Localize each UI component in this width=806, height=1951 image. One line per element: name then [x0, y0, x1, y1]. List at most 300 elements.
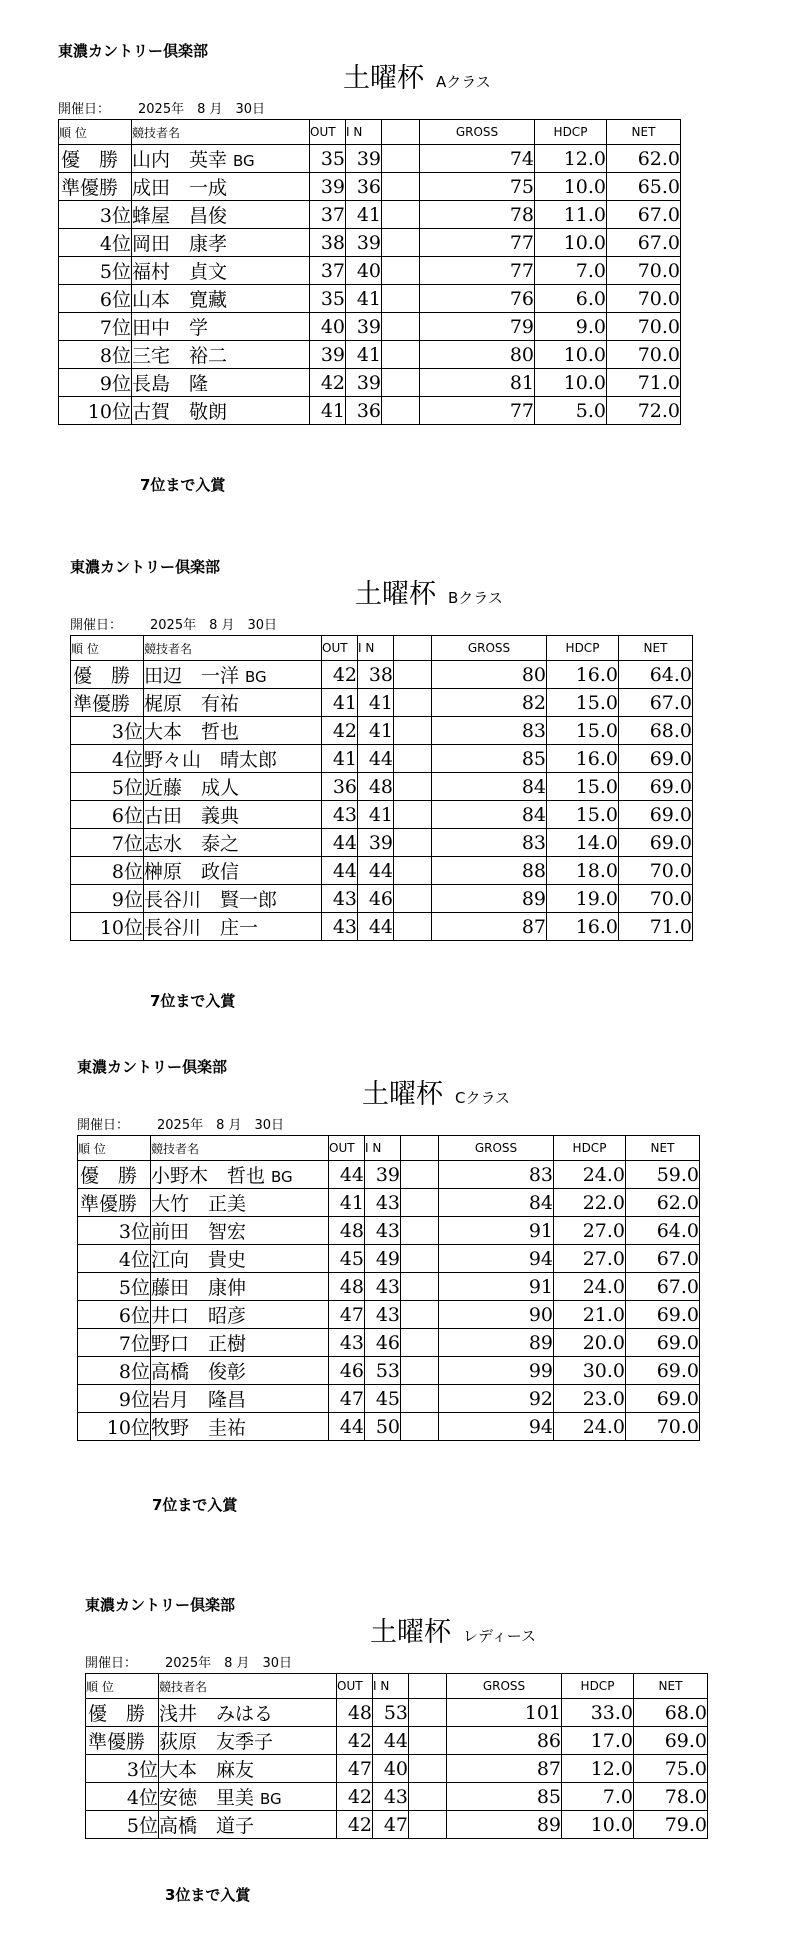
net-cell: 64.0	[619, 661, 693, 689]
header-hdcp: HDCP	[554, 1136, 626, 1161]
net-cell: 75.0	[634, 1755, 708, 1783]
header-gross: GROSS	[432, 636, 547, 661]
out-cell: 40	[310, 313, 346, 341]
player-name: 浅井 みはる	[159, 1703, 274, 1725]
table-row	[78, 1357, 700, 1385]
player-name-cell	[159, 1811, 337, 1839]
player-name-cell	[151, 1161, 329, 1189]
blank-cell	[401, 1357, 439, 1385]
rank-cell: 準優勝	[71, 689, 144, 717]
date-label: 開催日：	[70, 618, 123, 633]
header-row	[86, 1674, 708, 1699]
blank-cell	[394, 885, 432, 913]
header-gross: GROSS	[439, 1136, 554, 1161]
in-cell: 43	[365, 1217, 401, 1245]
net-cell: 69.0	[619, 829, 693, 857]
class-name: Aクラス	[436, 73, 491, 91]
table-row	[86, 1783, 708, 1811]
net-cell: 70.0	[607, 257, 681, 285]
gross-cell: 83	[432, 829, 547, 857]
in-cell: 48	[358, 773, 394, 801]
out-cell: 44	[329, 1161, 365, 1189]
gross-cell: 74	[420, 145, 535, 173]
in-cell: 44	[358, 913, 394, 941]
out-cell: 48	[329, 1273, 365, 1301]
player-name: 山本 寛藏	[132, 289, 228, 311]
event-date	[85, 1652, 292, 1671]
out-cell: 45	[329, 1245, 365, 1273]
gross-cell: 84	[432, 773, 547, 801]
net-cell: 68.0	[619, 717, 693, 745]
player-name-cell	[144, 829, 322, 857]
net-cell: 68.0	[634, 1699, 708, 1727]
gross-cell: 94	[439, 1245, 554, 1273]
gross-cell: 83	[439, 1161, 554, 1189]
net-cell: 70.0	[607, 285, 681, 313]
bg-mark: BG	[271, 1168, 293, 1186]
table-row	[86, 1755, 708, 1783]
date-value: 2025年 8 月 30日	[165, 1656, 293, 1671]
gross-cell: 81	[420, 369, 535, 397]
net-cell: 69.0	[619, 745, 693, 773]
gross-cell: 85	[447, 1783, 562, 1811]
table-row	[86, 1811, 708, 1839]
blank-cell	[394, 717, 432, 745]
club-name: 東濃カントリー倶楽部	[70, 558, 221, 576]
table-row	[78, 1301, 700, 1329]
player-name: 福村 貞文	[132, 261, 228, 283]
out-cell: 41	[322, 745, 358, 773]
net-cell: 62.0	[626, 1189, 700, 1217]
rank-cell: 7位	[71, 829, 144, 857]
player-name: 田中 学	[132, 317, 209, 339]
rank-cell: 4位	[59, 229, 132, 257]
player-name: 田辺 一洋	[144, 665, 240, 687]
player-name: 藤田 康伸	[151, 1277, 247, 1299]
blank-cell	[401, 1245, 439, 1273]
blank-cell	[409, 1755, 447, 1783]
hdcp-cell: 7.0	[562, 1783, 634, 1811]
player-name: 志水 泰之	[144, 833, 240, 855]
net-cell: 78.0	[634, 1783, 708, 1811]
player-name: 野口 正樹	[151, 1333, 247, 1355]
gross-cell: 92	[439, 1385, 554, 1413]
out-cell: 42	[322, 717, 358, 745]
table-row	[59, 313, 681, 341]
player-name: 大本 麻友	[159, 1759, 255, 1781]
out-cell: 43	[329, 1329, 365, 1357]
hdcp-cell: 30.0	[554, 1357, 626, 1385]
out-cell: 46	[329, 1357, 365, 1385]
player-name-cell	[144, 913, 322, 941]
player-name: 蜂屋 昌俊	[132, 205, 228, 227]
class-name: Cクラス	[455, 1089, 511, 1107]
gross-cell: 77	[420, 229, 535, 257]
player-name: 安徳 里美	[159, 1787, 255, 1809]
net-cell: 70.0	[619, 857, 693, 885]
net-cell: 69.0	[619, 801, 693, 829]
rank-cell: 5位	[59, 257, 132, 285]
in-cell: 40	[373, 1755, 409, 1783]
net-cell: 59.0	[626, 1161, 700, 1189]
player-name-cell	[151, 1329, 329, 1357]
in-cell: 41	[346, 201, 382, 229]
hdcp-cell: 21.0	[554, 1301, 626, 1329]
header-rank: 順 位	[78, 1136, 151, 1161]
gross-cell: 80	[432, 661, 547, 689]
player-name: 野々山 晴太郎	[144, 749, 278, 771]
player-name: 高橋 俊彰	[151, 1361, 247, 1383]
player-name-cell	[132, 145, 310, 173]
header-rank: 順 位	[59, 120, 132, 145]
blank-cell	[401, 1413, 439, 1441]
hdcp-cell: 16.0	[547, 745, 619, 773]
player-name-cell	[132, 173, 310, 201]
blank-cell	[394, 857, 432, 885]
table-row	[71, 913, 693, 941]
player-name-cell	[159, 1727, 337, 1755]
in-cell: 43	[365, 1273, 401, 1301]
player-name: 古田 義典	[144, 805, 240, 827]
in-cell: 44	[373, 1727, 409, 1755]
hdcp-cell: 24.0	[554, 1273, 626, 1301]
blank-cell	[409, 1699, 447, 1727]
table-row	[59, 173, 681, 201]
gross-cell: 84	[439, 1189, 554, 1217]
in-cell: 49	[365, 1245, 401, 1273]
hdcp-cell: 15.0	[547, 717, 619, 745]
hdcp-cell: 9.0	[535, 313, 607, 341]
blank-cell	[382, 285, 420, 313]
player-name: 梶原 有祐	[144, 693, 240, 715]
table-row	[71, 689, 693, 717]
table-row	[78, 1161, 700, 1189]
in-cell: 43	[365, 1301, 401, 1329]
gross-cell: 75	[420, 173, 535, 201]
table-row	[71, 857, 693, 885]
player-name-cell	[132, 229, 310, 257]
tournament-title	[355, 572, 503, 611]
rank-cell: 3位	[78, 1217, 151, 1245]
table-row	[71, 773, 693, 801]
blank-cell	[382, 257, 420, 285]
blank-cell	[409, 1727, 447, 1755]
hdcp-cell: 15.0	[547, 689, 619, 717]
rank-cell: 4位	[86, 1783, 159, 1811]
blank-cell	[382, 313, 420, 341]
hdcp-cell: 20.0	[554, 1329, 626, 1357]
header-name: 競技者名	[132, 120, 310, 145]
bg-mark: BG	[245, 668, 267, 686]
in-cell: 50	[365, 1413, 401, 1441]
gross-cell: 82	[432, 689, 547, 717]
net-cell: 64.0	[626, 1217, 700, 1245]
blank-cell	[409, 1811, 447, 1839]
blank-cell	[394, 773, 432, 801]
class-name: Bクラス	[448, 589, 503, 607]
net-cell: 67.0	[607, 229, 681, 257]
date-value: 2025年 8 月 30日	[150, 618, 278, 633]
hdcp-cell: 16.0	[547, 913, 619, 941]
player-name-cell	[151, 1217, 329, 1245]
gross-cell: 76	[420, 285, 535, 313]
gross-cell: 91	[439, 1273, 554, 1301]
table-row	[71, 661, 693, 689]
rank-cell: 優 勝	[78, 1161, 151, 1189]
player-name-cell	[144, 801, 322, 829]
table-row	[78, 1329, 700, 1357]
rank-cell: 8位	[59, 341, 132, 369]
club-name: 東濃カントリー倶楽部	[85, 1596, 236, 1614]
hdcp-cell: 12.0	[562, 1755, 634, 1783]
blank-cell	[394, 801, 432, 829]
rank-cell: 5位	[71, 773, 144, 801]
tournament-name: 土曜杯	[362, 1079, 443, 1110]
hdcp-cell: 27.0	[554, 1217, 626, 1245]
rank-cell: 準優勝	[59, 173, 132, 201]
table-row	[71, 829, 693, 857]
table-row	[78, 1217, 700, 1245]
tournament-title	[370, 1610, 536, 1649]
in-cell: 41	[358, 801, 394, 829]
prize-note: 7位まで入賞	[140, 476, 226, 494]
in-cell: 44	[358, 745, 394, 773]
net-cell: 70.0	[619, 885, 693, 913]
net-cell: 70.0	[626, 1413, 700, 1441]
gross-cell: 77	[420, 257, 535, 285]
blank-cell	[401, 1217, 439, 1245]
in-cell: 39	[346, 369, 382, 397]
rank-cell: 7位	[59, 313, 132, 341]
table-row	[78, 1189, 700, 1217]
tournament-name: 土曜杯	[343, 63, 424, 94]
net-cell: 70.0	[607, 313, 681, 341]
blank-cell	[382, 369, 420, 397]
gross-cell: 83	[432, 717, 547, 745]
out-cell: 47	[329, 1385, 365, 1413]
player-name-cell	[151, 1273, 329, 1301]
table-row	[59, 285, 681, 313]
hdcp-cell: 15.0	[547, 801, 619, 829]
blank-cell	[394, 829, 432, 857]
header-name: 競技者名	[159, 1674, 337, 1699]
out-cell: 42	[310, 369, 346, 397]
hdcp-cell: 16.0	[547, 661, 619, 689]
header-hdcp: HDCP	[547, 636, 619, 661]
player-name-cell	[132, 201, 310, 229]
gross-cell: 85	[432, 745, 547, 773]
table-row	[71, 745, 693, 773]
results-table	[77, 1135, 700, 1441]
header-out: OUT	[329, 1136, 365, 1161]
out-cell: 37	[310, 201, 346, 229]
player-name: 三宅 裕二	[132, 345, 228, 367]
blank-cell	[394, 745, 432, 773]
player-name: 大本 哲也	[144, 721, 240, 743]
header-blank	[394, 636, 432, 661]
table-row	[86, 1727, 708, 1755]
table-row	[59, 145, 681, 173]
gross-cell: 94	[439, 1413, 554, 1441]
player-name: 井口 昭彦	[151, 1305, 247, 1327]
rank-cell: 8位	[78, 1357, 151, 1385]
hdcp-cell: 14.0	[547, 829, 619, 857]
hdcp-cell: 18.0	[547, 857, 619, 885]
date-label: 開催日：	[58, 102, 111, 117]
out-cell: 35	[310, 285, 346, 313]
blank-cell	[382, 173, 420, 201]
hdcp-cell: 15.0	[547, 773, 619, 801]
header-out: OUT	[337, 1674, 373, 1699]
in-cell: 39	[346, 229, 382, 257]
rank-cell: 9位	[59, 369, 132, 397]
bg-mark: BG	[233, 152, 255, 170]
header-gross: GROSS	[420, 120, 535, 145]
results-table	[58, 119, 681, 425]
out-cell: 41	[329, 1189, 365, 1217]
player-name: 長谷川 賢一郎	[144, 889, 278, 911]
rank-cell: 優 勝	[59, 145, 132, 173]
rank-cell: 4位	[71, 745, 144, 773]
tournament-title	[343, 56, 491, 95]
rank-cell: 準優勝	[78, 1189, 151, 1217]
header-hdcp: HDCP	[535, 120, 607, 145]
header-name: 競技者名	[144, 636, 322, 661]
date-label: 開催日：	[85, 1656, 138, 1671]
net-cell: 69.0	[626, 1301, 700, 1329]
table-row	[71, 885, 693, 913]
gross-cell: 87	[432, 913, 547, 941]
in-cell: 36	[346, 397, 382, 425]
rank-cell: 5位	[78, 1273, 151, 1301]
rank-cell: 7位	[78, 1329, 151, 1357]
net-cell: 62.0	[607, 145, 681, 173]
gross-cell: 90	[439, 1301, 554, 1329]
out-cell: 36	[322, 773, 358, 801]
prize-note: 3位まで入賞	[165, 1886, 251, 1904]
table-row	[78, 1385, 700, 1413]
rank-cell: 9位	[78, 1385, 151, 1413]
net-cell: 69.0	[626, 1357, 700, 1385]
header-rank: 順 位	[71, 636, 144, 661]
gross-cell: 91	[439, 1217, 554, 1245]
player-name-cell	[144, 745, 322, 773]
out-cell: 44	[329, 1413, 365, 1441]
hdcp-cell: 24.0	[554, 1413, 626, 1441]
net-cell: 69.0	[619, 773, 693, 801]
out-cell: 48	[329, 1217, 365, 1245]
player-name-cell	[144, 689, 322, 717]
results-table	[85, 1673, 708, 1839]
hdcp-cell: 27.0	[554, 1245, 626, 1273]
player-name: 山内 英幸	[132, 149, 228, 171]
player-name: 高橋 道子	[159, 1815, 255, 1837]
blank-cell	[401, 1385, 439, 1413]
event-date	[58, 98, 265, 117]
gross-cell: 101	[447, 1699, 562, 1727]
header-blank	[409, 1674, 447, 1699]
tournament-title	[362, 1072, 510, 1111]
hdcp-cell: 10.0	[535, 369, 607, 397]
header-row	[78, 1136, 700, 1161]
event-date	[77, 1114, 284, 1133]
out-cell: 38	[310, 229, 346, 257]
header-in: I N	[358, 636, 394, 661]
blank-cell	[401, 1301, 439, 1329]
in-cell: 53	[373, 1699, 409, 1727]
player-name-cell	[151, 1357, 329, 1385]
table-row	[71, 801, 693, 829]
hdcp-cell: 17.0	[562, 1727, 634, 1755]
blank-cell	[401, 1329, 439, 1357]
hdcp-cell: 23.0	[554, 1385, 626, 1413]
rank-cell: 9位	[71, 885, 144, 913]
event-date	[70, 614, 277, 633]
out-cell: 41	[322, 689, 358, 717]
bg-mark: BG	[260, 1790, 282, 1808]
club-name: 東濃カントリー倶楽部	[77, 1058, 228, 1076]
in-cell: 41	[346, 341, 382, 369]
tournament-name: 土曜杯	[355, 579, 436, 610]
table-row	[59, 341, 681, 369]
header-net: NET	[634, 1674, 708, 1699]
results-table	[70, 635, 693, 941]
player-name: 牧野 圭祐	[151, 1417, 247, 1439]
rank-cell: 6位	[78, 1301, 151, 1329]
out-cell: 48	[337, 1699, 373, 1727]
player-name: 成田 一成	[132, 177, 228, 199]
table-row	[78, 1413, 700, 1441]
hdcp-cell: 10.0	[562, 1811, 634, 1839]
blank-cell	[382, 229, 420, 257]
header-hdcp: HDCP	[562, 1674, 634, 1699]
net-cell: 71.0	[619, 913, 693, 941]
rank-cell: 優 勝	[71, 661, 144, 689]
date-value: 2025年 8 月 30日	[157, 1118, 285, 1133]
header-net: NET	[619, 636, 693, 661]
table-row	[59, 201, 681, 229]
player-name-cell	[132, 369, 310, 397]
player-name-cell	[144, 885, 322, 913]
blank-cell	[394, 913, 432, 941]
blank-cell	[401, 1161, 439, 1189]
out-cell: 43	[322, 913, 358, 941]
rank-cell: 8位	[71, 857, 144, 885]
player-name: 大竹 正美	[151, 1193, 247, 1215]
gross-cell: 86	[447, 1727, 562, 1755]
player-name-cell	[159, 1755, 337, 1783]
net-cell: 72.0	[607, 397, 681, 425]
header-name: 競技者名	[151, 1136, 329, 1161]
net-cell: 65.0	[607, 173, 681, 201]
gross-cell: 79	[420, 313, 535, 341]
gross-cell: 99	[439, 1357, 554, 1385]
prize-note: 7位まで入賞	[150, 992, 236, 1010]
tournament-name: 土曜杯	[370, 1617, 451, 1648]
out-cell: 42	[337, 1783, 373, 1811]
player-name: 岩月 隆昌	[151, 1389, 247, 1411]
player-name-cell	[144, 773, 322, 801]
blank-cell	[382, 201, 420, 229]
blank-cell	[394, 689, 432, 717]
net-cell: 69.0	[626, 1329, 700, 1357]
hdcp-cell: 24.0	[554, 1161, 626, 1189]
player-name: 荻原 友季子	[159, 1731, 274, 1753]
table-row	[71, 717, 693, 745]
prize-note: 7位まで入賞	[152, 1496, 238, 1514]
out-cell: 39	[310, 341, 346, 369]
blank-cell	[394, 661, 432, 689]
